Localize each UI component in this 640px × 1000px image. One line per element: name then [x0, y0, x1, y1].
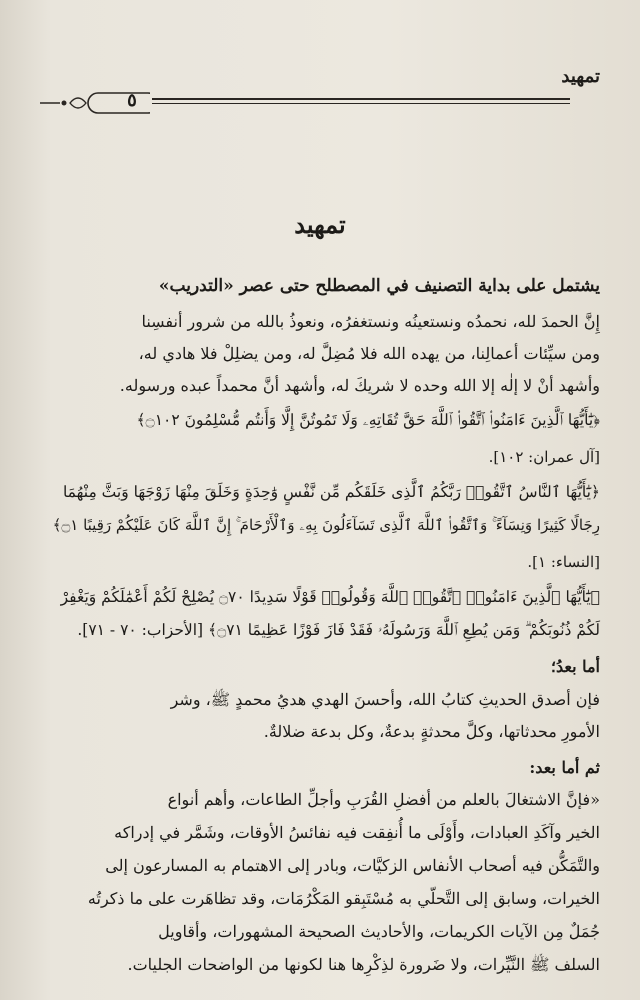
verse-line: لَكُمْ ذُنُوبَكُمْ ۗ وَمَن يُطِعِ ٱللَّهَ وَرَسُولَهُۥ فَقَدْ فَازَ فَوْزًا عَظِيمًا ۝٧١﴾ [الأحزاب: ٧٠ - ٧١]. — [77, 621, 600, 639]
header-rule — [40, 88, 600, 118]
text-line: الخيرات، وسابق إلى التَّحلّي به مُسْتَبِقو المَكْرُمَات، وقد تظاهَرت على ما ذكرتُه — [87, 889, 600, 908]
header-line-thin — [152, 103, 570, 104]
verse-line: ﴿يَٰٓأَيُّهَا ٱلنَّاسُ ٱتَّقُوا۟ رَبَّكُمُ ٱلَّذِى خَلَقَكُم مِّن نَّفْسٍ وَٰحِدَةٍ وَخَلَقَ مِنْهَا زَوْجَهَا وَبَثَّ مِنْهُمَا — [62, 483, 600, 501]
text-line: ومن سيِّئات أعمالِنا، من يهده الله فلا مُضِلَّ له، ومن يضلِلْ فلا هادي له، — [138, 344, 600, 363]
text-line: جُمَلٌ مِن الآيات الكريمات، والأحاديث الصحيحة المشهورات، وأقاويل — [158, 922, 600, 941]
text-line: وأشهد أنْ لا إلٰه إلا الله وحده لا شريكَ له، وأشهد أنَّ محمداً عبده ورسوله. — [119, 376, 600, 395]
text-line: إِنَّ الحمدَ لله، نحمدُه ونستعينُه ونستغفرُه، ونعوذُ بالله من شرور أنفسِنا — [141, 312, 600, 331]
section-heading: ثم أما بعد: — [529, 758, 600, 777]
verse-line: رِجَالًا كَثِيرًا وَنِسَآءً ۚ وَٱتَّقُوا۟ ٱللَّهَ ٱلَّذِى تَسَآءَلُونَ بِهِۦ وَٱلْأَرْحَامَ ۚ إِنَّ ٱللَّهَ كَانَ عَلَيْكُمْ رَقِيبًا ۝١﴾ — [52, 516, 600, 534]
verse-reference: [آل عمران: ١٠٢]. — [488, 448, 600, 466]
text-line: فإن أصدق الحديثِ كتابُ الله، وأحسنَ الهدي هديُ محمدٍ ﷺ، وشر — [170, 690, 600, 709]
text-line: والتَّمَكُّن فيه أصحاب الأنفاس الزكيَّات، وبادر إلى الاهتمام به المسارعون إلى — [105, 856, 600, 875]
chapter-title: تمهيد — [294, 210, 346, 239]
verse-reference: [النساء: ١]. — [527, 553, 600, 571]
verse-line: ﴿يَٰٓأَيُّهَا ٱلَّذِينَ ءَامَنُوا۟ ٱتَّقُوا۟ ٱللَّهَ وَقُولُوا۟ قَوْلًا سَدِيدًا ۝٧٠ يُصْلِحْ لَكُمْ أَعْمَٰلَكُمْ وَيَغْفِرْ — [60, 588, 600, 606]
section-heading: أما بعدُ؛ — [550, 657, 600, 676]
verse-line: ﴿يَٰٓأَيُّهَا ٱلَّذِينَ ءَامَنُوا۟ ٱتَّقُوا۟ ٱللَّهَ حَقَّ تُقَاتِهِۦ وَلَا تَمُوتُنَّ إِلَّا وَأَنتُم مُّسْلِمُونَ ۝١٠٢﴾ — [136, 411, 600, 429]
page-number: ٥ — [127, 90, 137, 111]
text-line: «فإنَّ الاشتغالَ بالعلم من أفضلِ القُرَبِ وأجلِّ الطاعات، وأهم أنواع — [167, 790, 600, 809]
text-line: الخير وآكَدِ العبادات، وأَوْلَى ما أُنفِقت فيه نفائسُ الأوقات، وشَمَّر في إدراكه — [114, 823, 600, 842]
text-line: السلف ﷺ النَّيِّرات، ولا ضَرورة لذِكْرِها هنا لكونها من الواضحات الجليات. — [127, 955, 600, 974]
header-line — [152, 98, 570, 100]
running-title: تمهيد — [561, 66, 600, 87]
text-line: الأمورِ محدثاتها، وكلَّ محدثةٍ بدعةٌ، وكل بدعة ضلالةٌ. — [263, 722, 600, 741]
chapter-subtitle: يشتمل على بداية التصنيف في المصطلح حتى عصر «التدريب» — [158, 276, 600, 296]
